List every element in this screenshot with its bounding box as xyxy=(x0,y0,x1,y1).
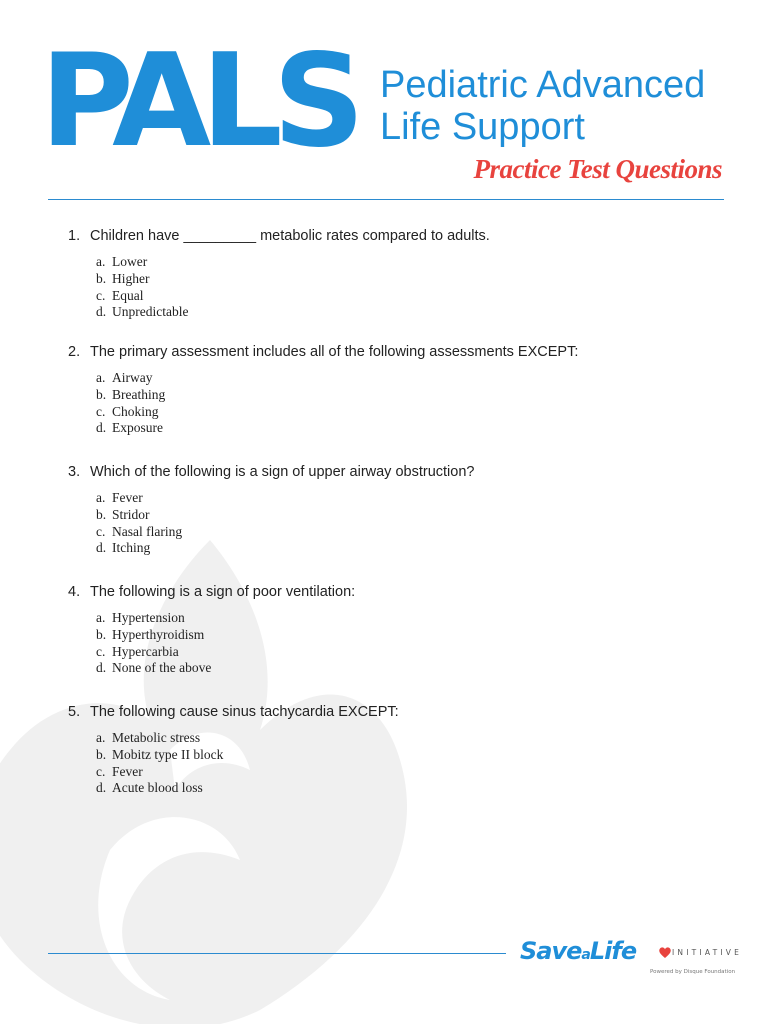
option-letter: b. xyxy=(96,270,107,286)
answer-option xyxy=(96,420,728,437)
question-text xyxy=(68,228,728,244)
question-4 xyxy=(68,584,728,677)
answer-option xyxy=(96,660,728,677)
option-letter: c. xyxy=(96,763,106,779)
answer-option xyxy=(96,540,728,557)
option-letter: a. xyxy=(96,730,106,745)
answer-option xyxy=(96,627,728,644)
option-text: Fever xyxy=(112,763,143,779)
option-letter: b. xyxy=(96,626,107,642)
subtitle-line-2: Life Support xyxy=(380,106,585,148)
answer-options xyxy=(96,730,728,797)
option-text: Stridor xyxy=(112,506,150,522)
practice-test-title: Practice Test Questions xyxy=(473,154,722,184)
brand-powered-by: Powered by Disque Foundation xyxy=(650,969,736,975)
question-5 xyxy=(68,704,728,797)
option-letter: b. xyxy=(96,506,107,522)
answer-option xyxy=(96,507,728,524)
option-letter: a. xyxy=(96,610,106,625)
page-header xyxy=(0,0,770,210)
save-a-life-logo xyxy=(520,936,743,982)
option-letter: c. xyxy=(96,643,106,659)
option-letter: b. xyxy=(96,386,107,402)
option-text: Nasal flaring xyxy=(112,523,183,539)
question-prompt: The following is a sign of poor ventilation: xyxy=(90,584,356,600)
option-text: Choking xyxy=(112,403,159,419)
option-text: None of the above xyxy=(112,660,212,676)
subtitle xyxy=(380,64,705,148)
brand-life: Life xyxy=(589,937,637,965)
question-1 xyxy=(68,228,728,321)
option-letter: d. xyxy=(96,420,107,436)
option-letter: a. xyxy=(96,254,106,269)
answer-option xyxy=(96,404,728,421)
question-text xyxy=(68,464,728,480)
answer-option xyxy=(96,304,728,321)
question-number: 5. xyxy=(68,704,81,720)
option-text: Metabolic stress xyxy=(112,730,201,745)
option-text: Hypercarbia xyxy=(112,643,179,659)
answer-option xyxy=(96,524,728,541)
brand-wordmark xyxy=(520,936,636,970)
option-letter: d. xyxy=(96,304,107,320)
answer-option xyxy=(96,370,728,387)
subtitle-line-1: Pediatric Advanced xyxy=(380,64,706,106)
option-text: Hypertension xyxy=(112,610,185,625)
header-divider xyxy=(48,199,724,200)
answer-options xyxy=(96,490,728,557)
question-prompt: The following cause sinus tachycardia EXCEPT: xyxy=(90,704,399,720)
brand-a: a xyxy=(581,947,590,963)
option-text: Unpredictable xyxy=(112,304,189,320)
option-letter: a. xyxy=(96,370,106,385)
option-text: Itching xyxy=(112,540,151,556)
option-text: Fever xyxy=(112,490,143,505)
option-text: Exposure xyxy=(112,420,163,436)
answer-option xyxy=(96,490,728,507)
option-letter: d. xyxy=(96,780,107,796)
question-text xyxy=(68,584,728,600)
option-text: Mobitz type II block xyxy=(112,746,224,762)
question-text xyxy=(68,344,728,360)
question-prompt: The primary assessment includes all of the following assessments EXCEPT: xyxy=(90,344,579,360)
answer-option xyxy=(96,747,728,764)
brand-initiative: INITIATIVE xyxy=(672,948,743,957)
option-letter: d. xyxy=(96,660,107,676)
question-number: 1. xyxy=(68,228,81,244)
answer-options xyxy=(96,370,728,437)
option-letter: a. xyxy=(96,490,106,505)
option-letter: d. xyxy=(96,540,107,556)
option-text: Acute blood loss xyxy=(112,780,203,796)
question-prompt: Children have _________ metabolic rates compared to adults. xyxy=(90,228,490,244)
answer-option xyxy=(96,387,728,404)
answer-option xyxy=(96,644,728,661)
answer-option xyxy=(96,764,728,781)
answer-options xyxy=(96,254,728,321)
option-letter: c. xyxy=(96,403,106,419)
answer-option xyxy=(96,254,728,271)
option-text: Lower xyxy=(112,254,148,269)
option-text: Higher xyxy=(112,270,150,286)
pals-logo: PALS xyxy=(40,27,355,176)
question-number: 4. xyxy=(68,584,81,600)
heart-icon xyxy=(658,946,672,959)
question-2 xyxy=(68,344,728,437)
answer-option xyxy=(96,271,728,288)
option-text: Breathing xyxy=(112,386,166,402)
option-text: Airway xyxy=(112,370,153,385)
answer-option xyxy=(96,288,728,305)
option-letter: c. xyxy=(96,523,106,539)
option-text: Equal xyxy=(112,287,144,303)
question-3 xyxy=(68,464,728,557)
question-prompt: Which of the following is a sign of upper airway obstruction? xyxy=(90,464,475,480)
question-number: 2. xyxy=(68,344,81,360)
option-letter: c. xyxy=(96,287,106,303)
option-text: Hyperthyroidism xyxy=(112,626,205,642)
answer-options xyxy=(96,610,728,677)
option-letter: b. xyxy=(96,746,107,762)
footer-divider xyxy=(48,953,506,954)
answer-option xyxy=(96,780,728,797)
question-number: 3. xyxy=(68,464,81,480)
question-text xyxy=(68,704,728,720)
brand-save: Save xyxy=(520,937,582,965)
answer-option xyxy=(96,730,728,747)
answer-option xyxy=(96,610,728,627)
